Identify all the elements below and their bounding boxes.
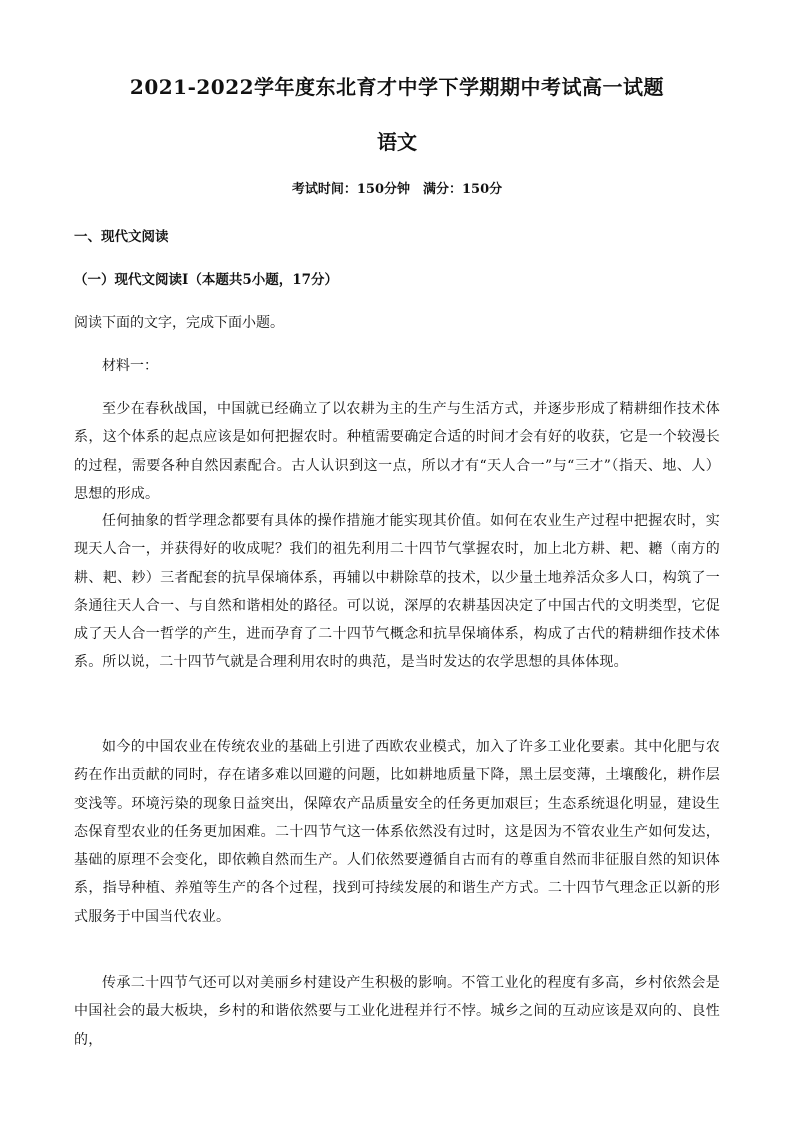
paragraph-3: 如今的中国农业在传统农业的基础上引进了西欧农业模式，加入了许多工业化要素。其中化肥与农药在作出贡献的同时，存在诸多难以回避的问题，比如耕地质量下降，黑土层变薄，土壤酸化，耕作层变浅等。环境污染的现象日益突出，保障农产品质量安全的任务更加艰巨；生态系统退化明显，建设生态保育型农业的任务更加困难。二十四节气这一体系依然没有过时，这是因为不管农业生产如何发达，基础的原理不会变化，即依赖自然而生产。人们依然要遵循自古而有的尊重自然而非征服自然的知识体系，指导种植、养殖等生产的各个过程，找到可持续发展的和谐生产方式。二十四节气理念正以新的形式服务于中国当代农业。 [74, 739, 720, 925]
subject-title: 语文 [377, 130, 417, 154]
exam-title: 2021-2022学年度东北育才中学下学期期中考试高一试题 [129, 75, 665, 99]
subsection-heading: （一）现代文阅读Ⅰ（本题共5小题，17分） [74, 272, 338, 288]
reading-instruction: 阅读下面的文字，完成下面小题。 [74, 315, 284, 331]
paragraph-1: 至少在春秋战国，中国就已经确立了以农耕为主的生产与生活方式，并逐步形成了精耕细作技术体系，这个体系的起点应该是如何把握农时。种植需要确定合适的时间才会有好的收获，它是一个较漫长的过程，需要各种自然因素配合。古人认识到这一点，所以才有“天人合一”与“三才”（指天、地、人）思想的形成。 [74, 401, 720, 502]
paragraph-4: 传承二十四节气还可以对美丽乡村建设产生积极的影响。不管工业化的程度有多高，乡村依然会是中国社会的最大板块，乡村的和谐依然要与工业化进程并行不悖。城乡之间的互动应该是双向的、良性的， [74, 975, 720, 1048]
paragraph-2: 任何抽象的哲学理念都要有具体的操作措施才能实现其价值。如何在农业生产过程中把握农时，实现天人合一，并获得好的收成呢？我们的祖先利用二十四节气掌握农时，加上北方耕、耙、耱（南方的耕、耙、耖）三者配套的抗旱保墒体系，再辅以中耕除草的技术，以少量土地养活众多人口，构筑了一条通往天人合一、与自然和谐相处的路径。可以说，深厚的农耕基因决定了中国古代的文明类型，它促成了天人合一哲学的产生，进而孕育了二十四节气概念和抗旱保墒体系，构成了古代的精耕细作技术体系。所以说，二十四节气就是合理利用农时的典范，是当时发达的农学思想的具体体现。 [74, 513, 720, 671]
section-heading: 一、现代文阅读 [74, 229, 169, 245]
exam-info: 考试时间：150分钟 满分：150分 [291, 182, 503, 197]
material-label: 材料一： [102, 358, 158, 374]
